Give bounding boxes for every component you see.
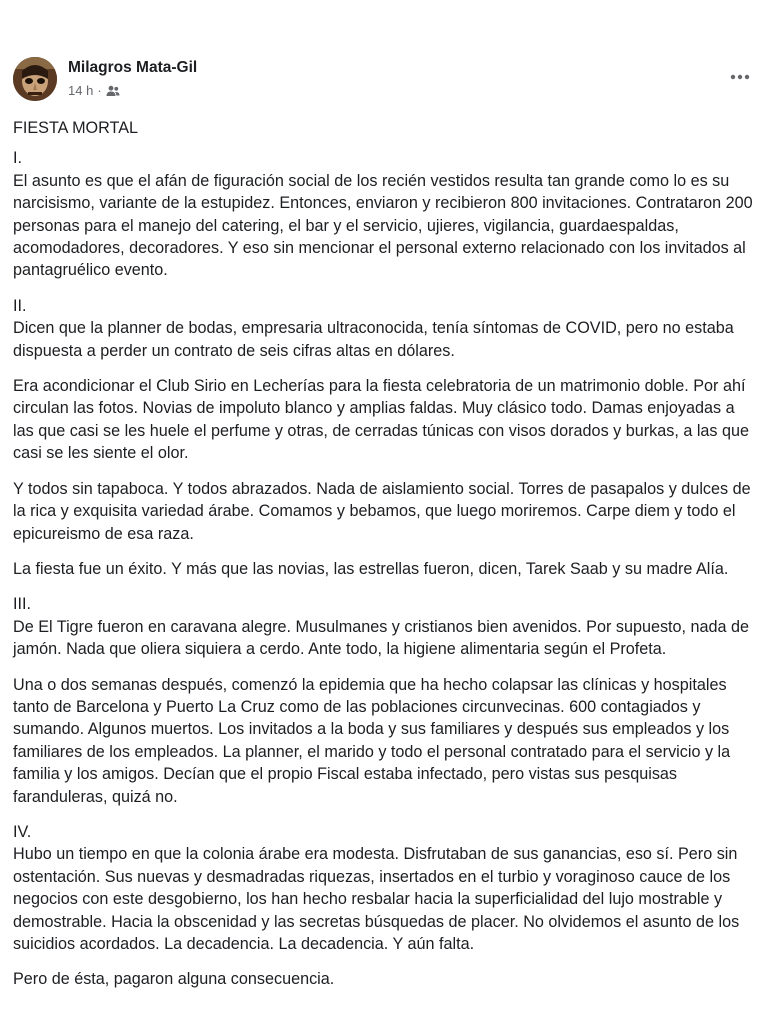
closing-paragraph: Pero de ésta, pagaron alguna consecuencia. [13,970,335,989]
more-options-button[interactable] [727,69,753,85]
paragraph: Dicen que la planner de bodas, empresaria ultraconocida, tenía síntomas de COVID, pero no estaba dispuesta a perder un contrato de seis cifras altas en dólares. [13,319,734,360]
paragraph: Hubo un tiempo en que la colonia árabe era modesta. Disfrutaban de sus ganancias, eso sí. Pero sin ostentación. Sus nuevas y desmadradas riquezas, insertados en el turbio y voraginoso cauce de los negocios con este desgobierno, los han hecho resbalar hacia la superficialidad del lujo mostrable y demostrable. Hacia la obscenidad y las secretas búsquedas de placer. No olvidemos el asunto de los suicidios acordados. La decadencia. La decadencia. Y aún falta. [13,845,740,953]
section-label-2: II. [13,296,27,315]
section-label-1: I. [13,149,22,168]
paragraph: Una o dos semanas después, comenzó la epidemia que ha hecho colapsar las clínicas y hospitales tanto de Barcelona y Puerto La Cruz como de las poblaciones circunvecinas. 600 contagiados y sumando. Algunos muertos. Los invitados a la boda y sus familiares y después sus empleados y los familiares de los empleados. La planner, el marido y todo el personal contratado para el servicio y la familia y los amigos. Decían que el propio Fiscal estaba infectado, pero vistas sus pesquisas faranduleras, quizá no. [13,675,731,806]
meta-separator: · [97,83,102,98]
friends-icon[interactable] [106,85,120,97]
post-body [13,117,758,1004]
paragraph: Y todos sin tapaboca. Y todos abrazados. Nada de aislamiento social. Torres de pasapalos y dulces de la rica y exquisita variedad árabe. Comamos y bebamos, que luego moriremos. Carpe diem y todo el epicureismo de esa raza. [13,479,751,543]
paragraph: El asunto es que el afán de figuración social de los recién vestidos resulta tan grande como lo es su narcisismo, variante de la estupidez. Entonces, enviaron y recibieron 800 invitaciones. Contrataron 200 personas para el manejo del catering, el bar y el servicio, ujieres, vigilancia, guardaespaldas, acomodadores, decoradores. Y eso sin mencionar el personal externo relacionado con los invitados al pantagruélico evento. [13,171,753,280]
section-label-3: III. [13,595,31,614]
paragraph: La fiesta fue un éxito. Y más que las novias, las estrellas fueron, dicen, Tarek Saab y su madre Alía. [13,559,729,578]
section-label-4: IV. [13,822,32,841]
post-title: FIESTA MORTAL [13,119,139,137]
paragraph: De El Tigre fueron en caravana alegre. Musulmanes y cristianos bien avenidos. Por supuesto, nada de jamón. Nada que oliera siquiera a cerdo. Ante todo, la higiene alimentaria según el Profeta. [13,617,750,659]
paragraph: Era acondicionar el Club Sirio en Lecherías para la fiesta celebratoria de un matrimonio doble. Por ahí circulan las fotos. Novias de impoluto blanco y amplias faldas. Muy clásico todo. Damas enjoyadas a las que casi se les huele el perfume y otras, de cerradas túnicas con visos dorados y burkas, a las que casi se les siente el olor. [13,377,750,463]
post-meta [68,83,120,98]
post-timestamp[interactable]: 14 h [68,83,94,98]
avatar-image [13,57,57,101]
post-header [13,57,753,107]
avatar[interactable] [13,57,57,101]
more-options-icon [730,74,750,80]
author-name[interactable]: Milagros Mata-Gil [68,59,198,76]
